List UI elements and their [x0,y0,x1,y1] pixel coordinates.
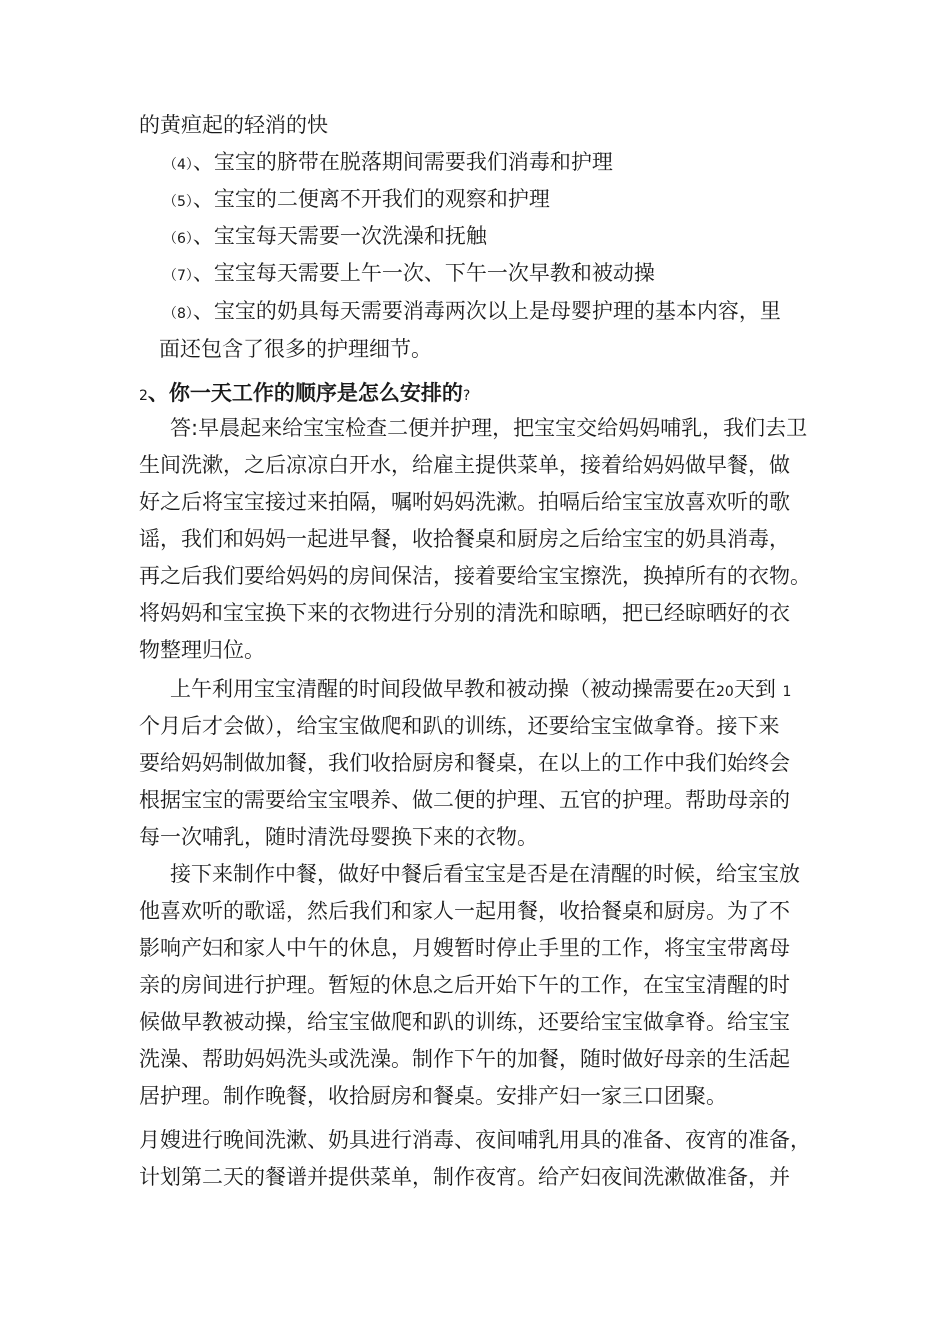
question-mark: ? [462,388,471,404]
paragraph-text: 上午利用宝宝清醒的时间段做早教和被动操（被动操需要在 [170,677,716,701]
paragraph-line: 接下来制作中餐，做好中餐后看宝宝是否是在清醒的时候，给宝宝放 [170,862,800,886]
paragraph-line: 居护理。制作晚餐，收拾厨房和餐桌。安排产妇一家三口团聚。 [139,1084,727,1108]
list-item-text: 、宝宝的脐带在脱落期间需要我们消毒和护理 [192,150,613,174]
list-item-number: （4） [163,157,193,173]
list-item-text: 、宝宝每天需要一次洗澡和抚触 [192,224,487,248]
number-text: 1 [782,684,792,700]
paragraph-line: 个月后才会做），给宝宝做爬和趴的训练，还要给宝宝做拿脊。接下来 [139,714,780,738]
paragraph-line: 每一次哺乳，随时清洗母婴换下来的衣物。 [139,825,538,849]
paragraph-line: 将妈妈和宝宝换下来的衣物进行分别的清洗和晾晒，把已经晾晒好的衣 [139,601,790,625]
list-item-5 [163,187,550,214]
list-item-7 [163,261,655,288]
number-text: 20 [716,684,734,700]
paragraph-line: 物整理归位。 [139,638,265,662]
list-item-number: （6） [163,231,193,247]
paragraph-line: 月嫂进行晚间洗漱、奶具进行消毒、夜间哺乳用具的准备、夜宵的准备， [139,1128,811,1152]
paragraph-line: 影响产妇和家人中午的休息，月嫂暂时停止手里的工作，将宝宝带离母 [139,936,790,960]
list-item-4 [163,150,613,177]
list-item-6 [163,224,487,251]
paragraph-line: 好之后将宝宝接过来拍隔，嘱咐妈妈洗漱。拍嗝后给宝宝放喜欢听的歌 [139,490,790,514]
intro-line: 的黄疸起的轻消的快 [139,113,328,137]
list-item-number: （8） [163,306,193,322]
paragraph-line: 亲的房间进行护理。暂短的休息之后开始下午的工作，在宝宝清醒的时 [139,973,790,997]
list-item-text: 、宝宝每天需要上午一次、下午一次早教和被动操 [192,261,655,285]
paragraph-line: 洗澡、帮助妈妈洗头或洗澡。制作下午的加餐，随时做好母亲的生活起 [139,1047,790,1071]
paragraph-line: 生间洗漱，之后凉凉白开水，给雇主提供菜单，接着给妈妈做早餐，做 [139,453,790,477]
list-item-8 [163,299,781,326]
list-item-text: 、宝宝的奶具每天需要消毒两次以上是母婴护理的基本内容，里 [192,299,781,323]
paragraph-line: 计划第二天的餐谱并提供菜单，制作夜宵。给产妇夜间洗漱做准备，并 [139,1165,790,1189]
paragraph-line [170,677,791,704]
paragraph-line: 根据宝宝的需要给宝宝喂养、做二便的护理、五官的护理。帮助母亲的 [139,788,790,812]
list-item-8-continuation: 面还包含了很多的护理细节。 [159,337,432,361]
question-number: 2 [139,388,148,404]
paragraph-line: 谣，我们和妈妈一起进早餐，收拾餐桌和厨房之后给宝宝的奶具消毒， [139,527,790,551]
paragraph-text: 天到 [733,677,776,701]
question-text: 、你一天工作的顺序是怎么安排的 [147,381,463,405]
paragraph-line: 要给妈妈制做加餐，我们收拾厨房和餐桌，在以上的工作中我们始终会 [139,751,790,775]
paragraph-line: 答:早晨起来给宝宝检查二便并护理，把宝宝交给妈妈哺乳，我们去卫 [170,416,808,440]
question-heading [139,381,470,408]
paragraph-line: 候做早教被动操，给宝宝做爬和趴的训练，还要给宝宝做拿脊。给宝宝 [139,1010,790,1034]
paragraph-line: 他喜欢听的歌谣，然后我们和家人一起用餐，收拾餐桌和厨房。为了不 [139,899,790,923]
list-item-text: 、宝宝的二便离不开我们的观察和护理 [192,187,550,211]
list-item-number: （5） [163,194,193,210]
paragraph-line: 再之后我们要给妈妈的房间保洁，接着要给宝宝擦洗，换掉所有的衣物。 [139,564,811,588]
list-item-number: （7） [163,268,193,284]
